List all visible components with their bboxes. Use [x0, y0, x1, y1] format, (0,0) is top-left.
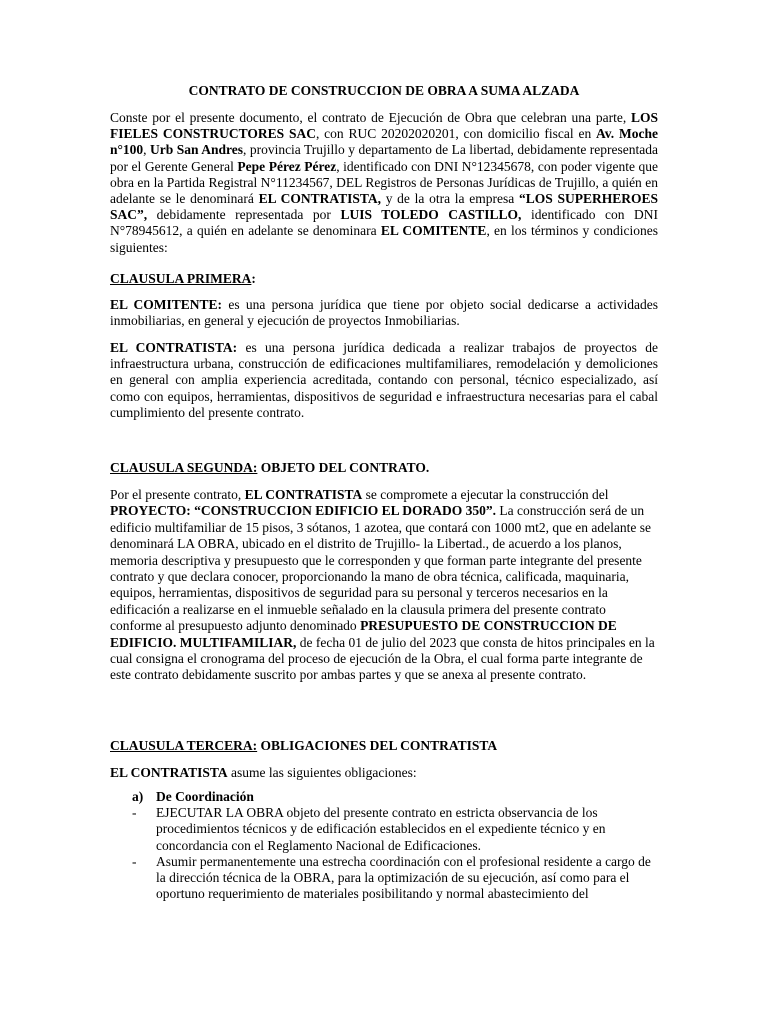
intro-text: , — [143, 142, 151, 158]
intro-text: debidamente representada por — [147, 207, 341, 223]
clause1-paragraph-contractor — [110, 340, 658, 421]
list-marker: a) — [132, 789, 144, 804]
clause1-heading-suffix: : — [251, 271, 256, 286]
address-urbanization: Urb San Andres — [150, 142, 243, 158]
document-title: CONTRATO DE CONSTRUCCION DE OBRA A SUMA ALZADA — [188, 83, 580, 98]
clause2-heading — [110, 459, 658, 476]
sub-heading-coordination — [110, 789, 658, 805]
clause1-heading — [110, 270, 658, 287]
intro-text: , en los términos y condiciones siguientes: — [110, 223, 659, 255]
clause2-paragraph — [110, 487, 658, 684]
clause3-heading-label: CLAUSULA TERCERA: — [110, 738, 258, 753]
list-marker: - — [132, 853, 137, 869]
company-name-contractor: LOS FIELES CONSTRUCTORES SAC — [110, 110, 658, 142]
clause3-intro — [110, 765, 658, 781]
list-item — [110, 854, 658, 903]
clause3-heading — [110, 737, 658, 754]
company-name-client: “LOS SUPERHEROES SAC”, — [110, 191, 658, 223]
intro-text: identificado con DNI N°78945612, a quién en adelante se denominara — [110, 207, 658, 239]
clause2-text: La construcción será de un edificio multifamiliar de 15 pisos, 3 sótanos, 1 azotea, que contará con 1000 mt2, que en adelante se denominará LA OBRA, ubicado en el distrito de Trujillo- la Libertad., de acuerdo a los planos, memoria descriptiva y presupuesto que le corresponden y que forman parte integrante del presente contrato y que declara conocer, proporcionando la mano de obra técnica, calificada, maquinaria, equipos, herramientas, dispositivos de seguridad para su personal y terceros necesarios en la edificación a realizarse en el inmueble señalado en la clausula primera del presente contrato conforme al presupuesto adjunto denominado — [110, 503, 651, 634]
client-label: EL COMITENTE — [380, 223, 487, 239]
obligations-list — [110, 789, 658, 902]
contractor-term: EL CONTRATISTA: — [110, 340, 238, 355]
intro-paragraph — [110, 110, 658, 256]
address-street: Av. Moche n°100 — [110, 126, 658, 158]
manager-name: Pepe Pérez Pérez — [237, 158, 337, 174]
list-item-text: Asumir permanentemente una estrecha coordinación con el profesional residente a cargo de la dirección técnica de la OBRA, para la optimización de su ejecución, así como para el oportuno requerimiento de materiales posibilitando y normal abastecimiento del — [156, 853, 651, 902]
list-item — [110, 805, 658, 854]
clause1-heading-label: CLAUSULA PRIMERA — [110, 271, 252, 286]
client-term: EL COMITENTE: — [110, 297, 223, 312]
client-description: es una persona jurídica que tiene por objeto social dedicarse a actividades inmobiliarias, en general y ejecución de proyectos Inmobiliarias. — [110, 297, 658, 329]
sub-heading-label: De Coordinación — [156, 789, 254, 804]
clause2-text: de fecha 01 de julio del 2023 que consta de hitos principales en la cual consigna el cronograma del proceso de ejecución de la Obra, el cual forma parte integrante de este contrato debidamente suscrito por ambas partes y que se anexa al presente contrato. — [110, 634, 655, 683]
clause2-text: se compromete a ejecutar la construcción del — [362, 487, 609, 502]
intro-text: y de la otra la empresa — [380, 191, 519, 207]
contractor-description: es una persona jurídica dedicada a realizar trabajos de proyectos de infraestructura urbana, construcción de edificaciones multifamiliares, remodelación y demoliciones en general con amplia experiencia acreditada, contando con personal, técnico especializado, así como con equipos, herramientas, dispositivos de seguridad e infraestructura necesarias para el cabal cumplimiento del presente contrato. — [110, 340, 658, 420]
project-name: PROYECTO: “CONSTRUCCION EDIFICIO EL DORADO 350”. — [110, 503, 497, 519]
contractor-term: EL CONTRATISTA — [110, 765, 228, 780]
budget-name: PRESUPUESTO DE CONSTRUCCION DE EDIFICIO. MULTIFAMILIAR, — [110, 618, 617, 650]
intro-text: , identificado con DNI N°12345678, con poder vigente que obra en la Partida Registral N°11234567, DEL Registros de Personas Jurídicas de Trujillo, a quién en adelante se le denominará — [110, 158, 658, 207]
clause2-heading-label: CLAUSULA SEGUNDA: — [110, 460, 258, 475]
list-marker: - — [132, 805, 137, 821]
clause2-heading-title: OBJETO DEL CONTRATO. — [257, 460, 430, 475]
list-item-text: EJECUTAR LA OBRA objeto del presente contrato en estricta observancia de los procedimientos técnicos y de edificación establecidos en el expediente técnico y en concordancia con el Reglamento Nacional de Edificaciones. — [156, 805, 606, 853]
clause1-paragraph-client — [110, 297, 658, 329]
contractor-label: EL CONTRATISTA, — [258, 191, 381, 207]
intro-text: Conste por el presente documento, el contrato de Ejecución de Obra que celebran una parte, — [110, 110, 631, 125]
clause2-text: Por el presente contrato, — [110, 487, 245, 502]
client-representative: LUIS TOLEDO CASTILLO, — [340, 207, 522, 223]
clause3-heading-title: OBLIGACIONES DEL CONTRATISTA — [257, 738, 498, 753]
contractor-term: EL CONTRATISTA — [244, 487, 363, 502]
clause3-intro-text: asume las siguientes obligaciones: — [227, 765, 417, 780]
intro-text: , con RUC 20202020201, con domicilio fiscal en — [315, 126, 597, 142]
intro-text: , provincia Trujillo y departamento de La libertad, debidamente representada por el Gerente General — [110, 142, 659, 174]
